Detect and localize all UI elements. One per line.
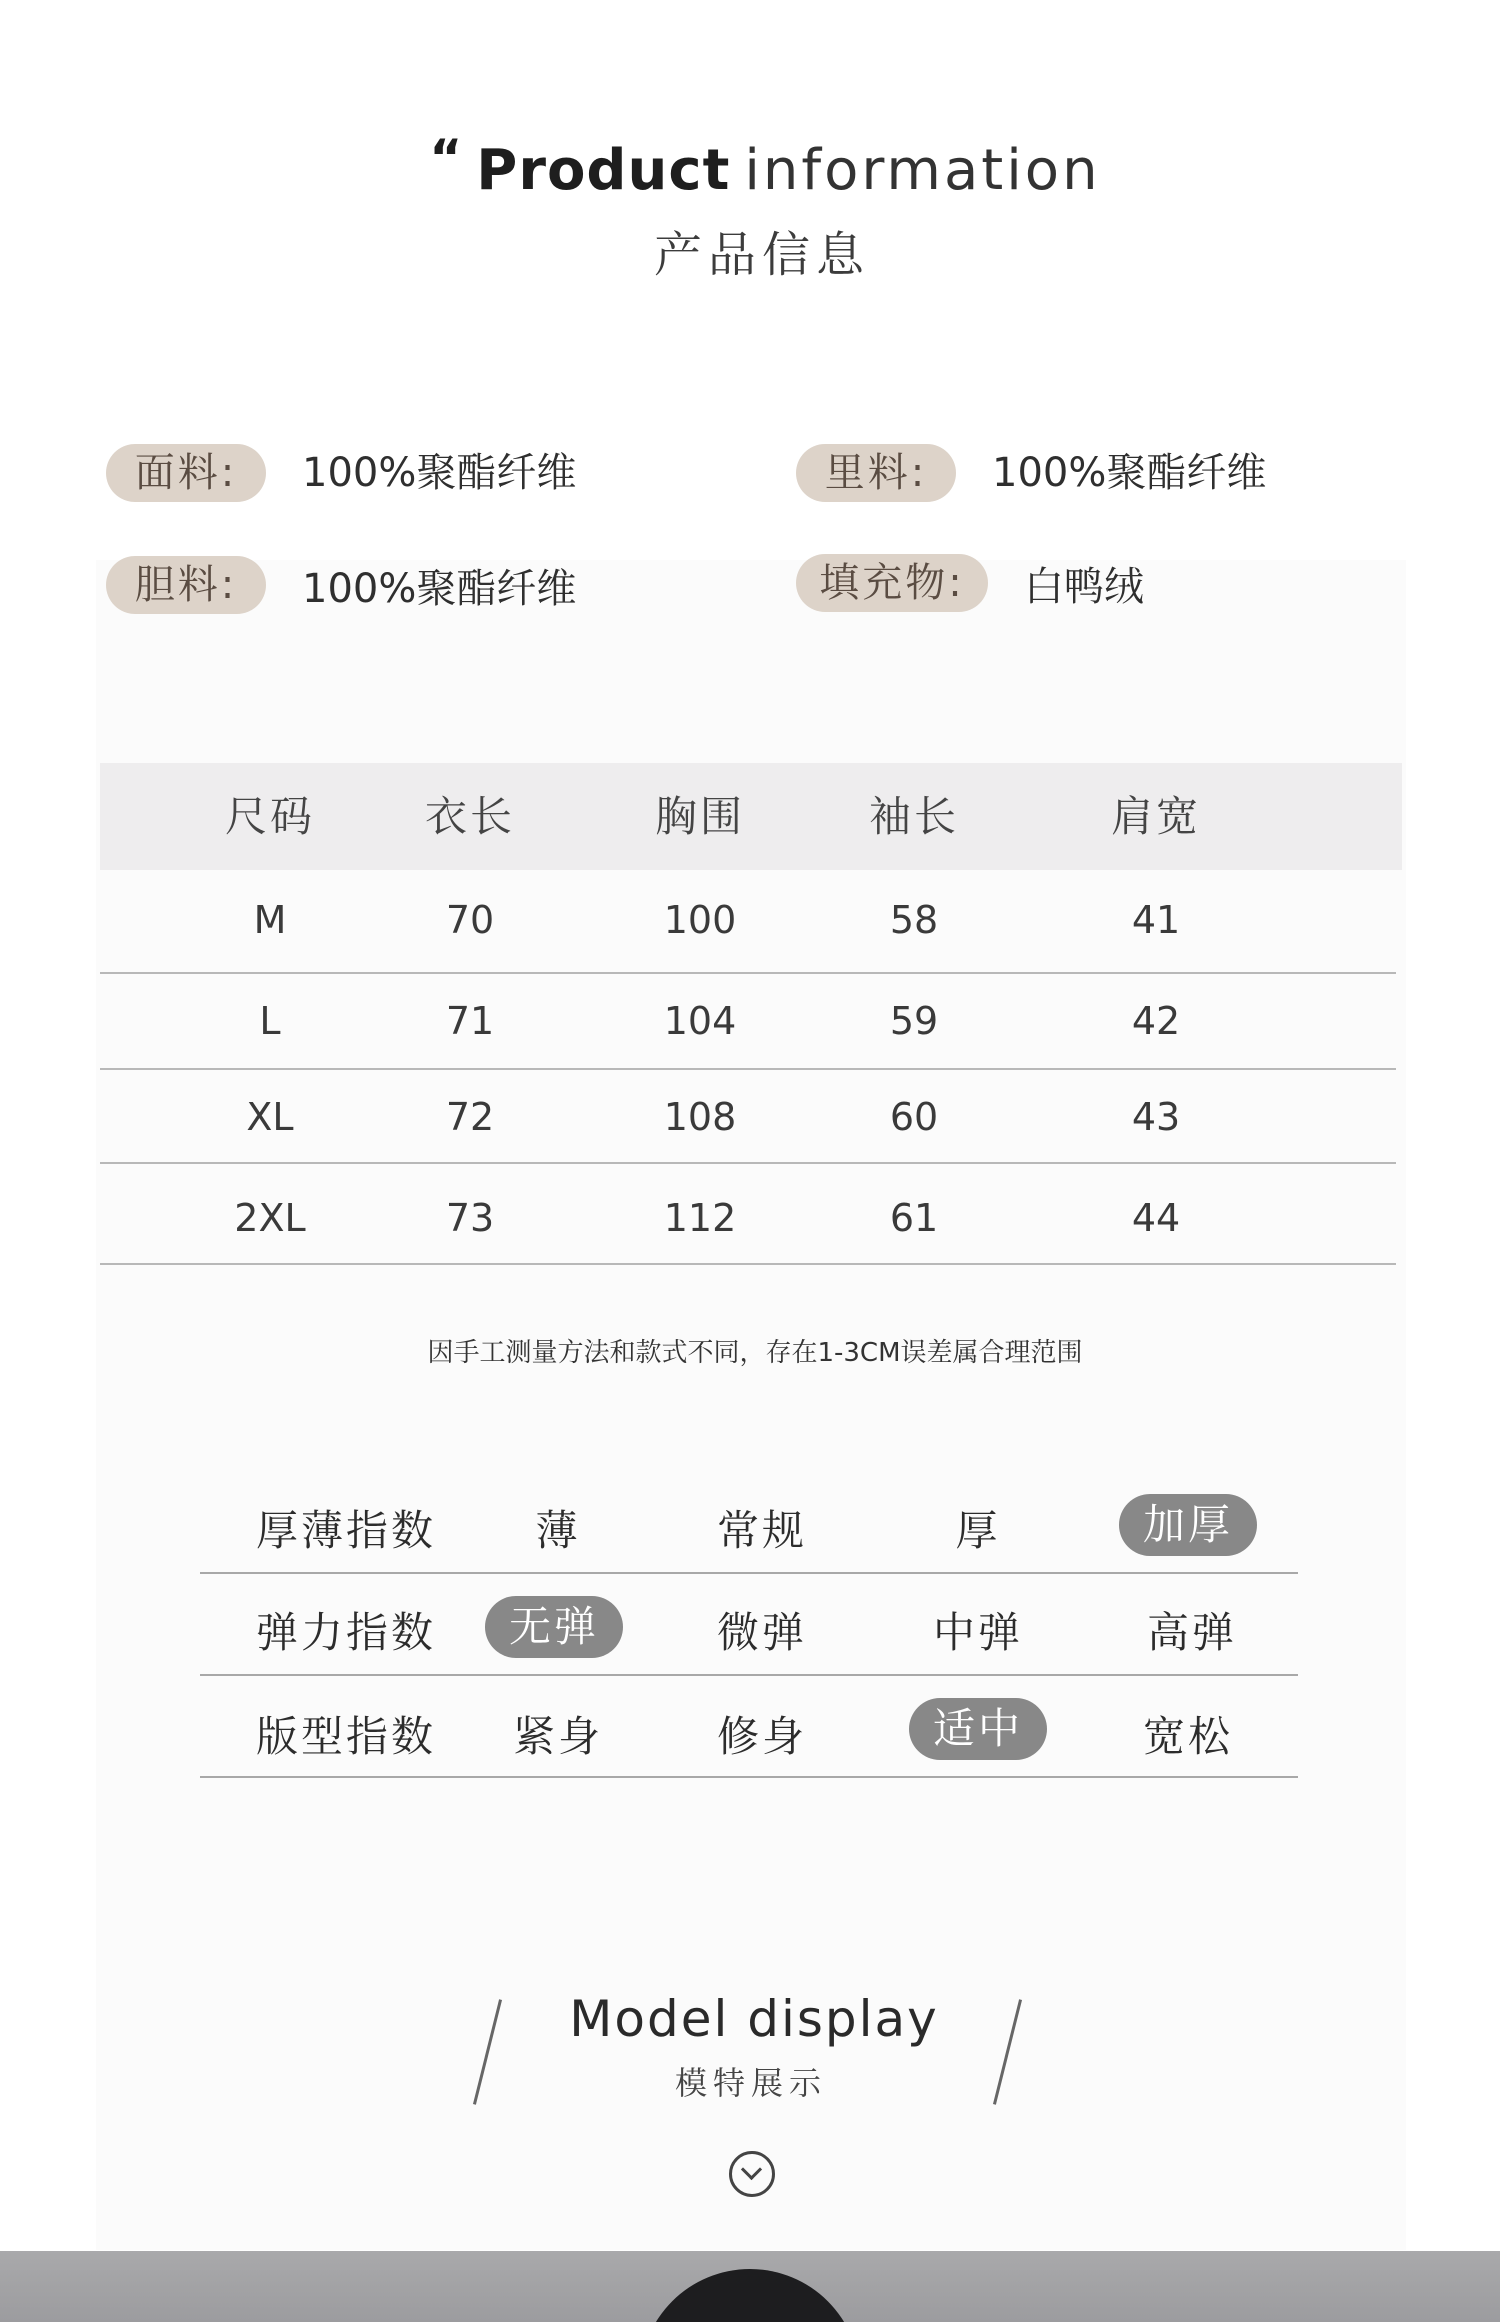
index-label: 版型指数 [256, 1712, 437, 1761]
header-size: 尺码 [224, 792, 316, 841]
table-row [100, 974, 1396, 1070]
table-row [100, 870, 1396, 974]
table-cell: M [253, 898, 287, 942]
page-title [0, 118, 1500, 211]
index-option: 中弹 [932, 1608, 1024, 1657]
size-table [100, 763, 1402, 1265]
table-row [100, 1164, 1396, 1265]
table-cell: 60 [889, 1095, 939, 1139]
index-option: 常规 [716, 1506, 808, 1555]
material-label-inner: 胆料: [106, 556, 266, 614]
index-option: 紧身 [512, 1712, 604, 1761]
table-cell: 61 [889, 1196, 939, 1240]
header-length: 衣长 [424, 792, 516, 841]
model-photo [0, 2251, 1500, 2322]
model-photo-head [640, 2269, 860, 2322]
material-label-fabric: 面料: [106, 444, 266, 502]
header-chest: 胸围 [654, 792, 746, 841]
index-option: 宽松 [1142, 1712, 1234, 1761]
title-bold: Product [476, 138, 731, 203]
table-cell: 104 [663, 999, 737, 1043]
model-display-title: Model display [569, 1990, 939, 2048]
material-value-fabric: 100%聚酯纤维 [302, 450, 577, 496]
header-shoulder: 肩宽 [1110, 792, 1202, 841]
table-cell: 2XL [234, 1196, 306, 1240]
index-option: 微弹 [716, 1608, 808, 1657]
index-option: 薄 [535, 1506, 581, 1555]
quote-mark: “ [429, 129, 463, 187]
table-cell: 100 [663, 898, 737, 942]
page-subtitle: 产品信息 [653, 227, 870, 283]
index-table [200, 1490, 1298, 1778]
measurement-disclaimer: 因手工测量方法和款式不同，存在1-3CM误差属合理范围 [427, 1338, 1083, 1368]
table-row [100, 1070, 1396, 1164]
size-table-header [100, 763, 1402, 870]
chevron-down-circle-icon[interactable] [729, 2151, 775, 2197]
table-cell: 71 [445, 999, 495, 1043]
table-cell: 41 [1131, 898, 1181, 942]
index-option: 高弹 [1146, 1608, 1238, 1657]
index-row-thickness [200, 1490, 1298, 1574]
table-cell: 44 [1131, 1196, 1181, 1240]
table-cell: 70 [445, 898, 495, 942]
index-label: 弹力指数 [256, 1608, 437, 1657]
table-cell: 59 [889, 999, 939, 1043]
table-cell: L [259, 999, 281, 1043]
table-cell: 108 [663, 1095, 737, 1139]
model-display-subtitle: 模特展示 [674, 2064, 827, 2102]
material-value-inner: 100%聚酯纤维 [302, 566, 577, 612]
index-option-selected: 无弹 [485, 1596, 623, 1658]
material-value-filling: 白鸭绒 [1024, 564, 1144, 610]
material-label-filling: 填充物: [796, 554, 988, 612]
title-light: information [744, 138, 1101, 203]
index-row-fit [200, 1676, 1298, 1778]
index-option: 厚 [955, 1506, 1001, 1555]
material-label-lining: 里料: [796, 444, 956, 502]
header-sleeve: 袖长 [868, 792, 960, 841]
table-cell: 112 [663, 1196, 737, 1240]
index-option-selected: 适中 [909, 1698, 1047, 1760]
index-label: 厚薄指数 [256, 1506, 437, 1555]
table-cell: 72 [445, 1095, 495, 1139]
table-cell: 43 [1131, 1095, 1181, 1139]
table-cell: 42 [1131, 999, 1181, 1043]
table-cell: XL [246, 1095, 294, 1139]
table-cell: 73 [445, 1196, 495, 1240]
index-option-selected: 加厚 [1119, 1494, 1257, 1556]
table-cell: 58 [889, 898, 939, 942]
index-row-elasticity [200, 1574, 1298, 1676]
material-value-lining: 100%聚酯纤维 [992, 450, 1267, 496]
index-option: 修身 [716, 1712, 808, 1761]
